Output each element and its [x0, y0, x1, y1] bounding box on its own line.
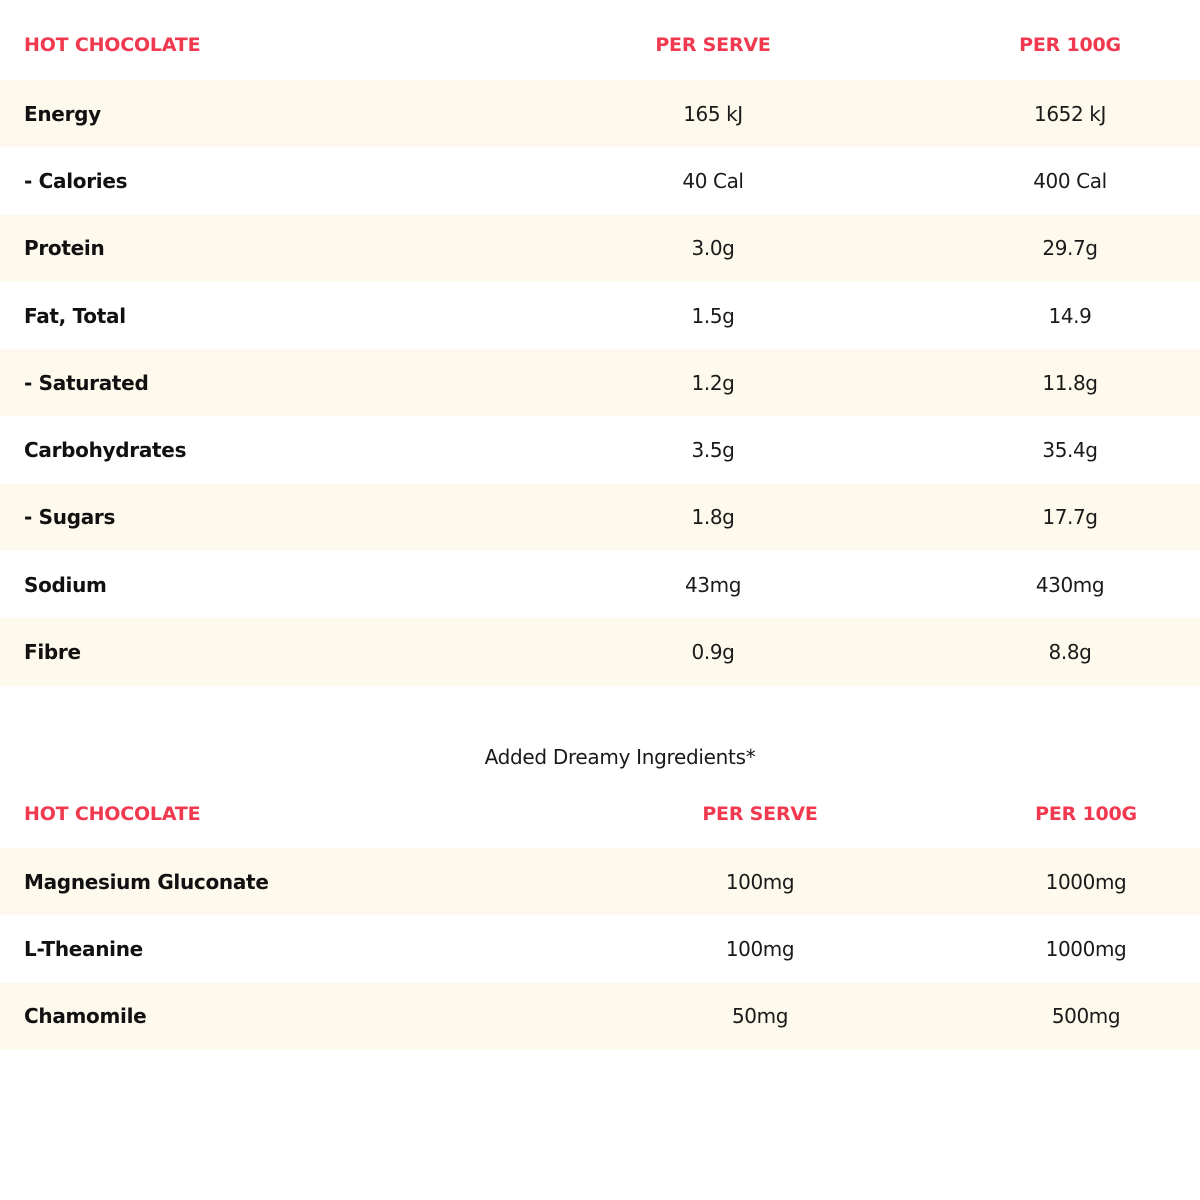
table-row-sugars [0, 484, 1200, 551]
per-100g-value: 1652 kJ [1034, 101, 1106, 126]
table-row-calories [0, 147, 1200, 214]
added-ingredients-table [0, 780, 1200, 1050]
row-label: Sodium [24, 572, 107, 597]
per-100g-value: 29.7g [1042, 236, 1098, 261]
row-label: Protein [24, 236, 105, 261]
header-per-100g: PER 100G [1019, 34, 1121, 56]
nutrition-table-header [0, 10, 1200, 80]
per-serve-value: 1.8g [691, 505, 735, 530]
header-per-100g: PER 100G [1035, 803, 1137, 825]
per-100g-value: 500mg [1051, 1004, 1121, 1029]
per-100g-value: 400 Cal [1033, 168, 1107, 193]
per-serve-value: 43mg [684, 572, 742, 597]
row-label: Chamomile [24, 1004, 147, 1029]
per-serve-value: 3.0g [691, 236, 735, 261]
table-row-magnesium-gluconate [0, 848, 1200, 915]
nutrition-table [0, 10, 1200, 686]
row-label: Fibre [24, 640, 81, 665]
per-100g-value: 1000mg [1045, 936, 1127, 961]
table-row-fat-total [0, 282, 1200, 349]
table-row-protein [0, 215, 1200, 282]
table-row-saturated [0, 349, 1200, 416]
row-label: - Calories [24, 168, 128, 193]
added-table-header [0, 780, 1200, 848]
per-100g-value: 11.8g [1042, 370, 1098, 395]
per-serve-value: 1.2g [691, 370, 735, 395]
table-row-energy [0, 80, 1200, 147]
row-label: Magnesium Gluconate [24, 869, 269, 894]
per-serve-value: 40 Cal [682, 168, 744, 193]
per-serve-value: 3.5g [691, 438, 735, 463]
per-100g-value: 8.8g [1048, 640, 1092, 665]
table-row-l-theanine [0, 915, 1200, 982]
per-100g-value: 430mg [1035, 572, 1105, 597]
per-serve-value: 100mg [725, 936, 795, 961]
per-serve-value: 1.5g [691, 303, 735, 328]
per-100g-value: 17.7g [1042, 505, 1098, 530]
row-label: Energy [24, 101, 101, 126]
per-serve-value: 0.9g [691, 640, 735, 665]
header-per-serve: PER SERVE [655, 34, 771, 56]
per-100g-value: 35.4g [1042, 438, 1098, 463]
header-product-name: HOT CHOCOLATE [24, 803, 201, 825]
table-row-carbohydrates [0, 416, 1200, 483]
row-label: - Saturated [24, 370, 149, 395]
per-serve-value: 165 kJ [683, 101, 743, 126]
per-100g-value: 14.9 [1048, 303, 1092, 328]
per-serve-value: 100mg [725, 869, 795, 894]
row-label: - Sugars [24, 505, 116, 530]
table-row-chamomile [0, 983, 1200, 1050]
row-label: L-Theanine [24, 936, 143, 961]
header-per-serve: PER SERVE [702, 803, 818, 825]
table-row-sodium [0, 551, 1200, 618]
table-row-fibre [0, 618, 1200, 685]
per-serve-value: 50mg [731, 1004, 789, 1029]
header-product-name: HOT CHOCOLATE [24, 34, 201, 56]
added-ingredients-title: Added Dreamy Ingredients* [484, 745, 756, 769]
per-100g-value: 1000mg [1045, 869, 1127, 894]
row-label: Fat, Total [24, 303, 126, 328]
row-label: Carbohydrates [24, 438, 187, 463]
